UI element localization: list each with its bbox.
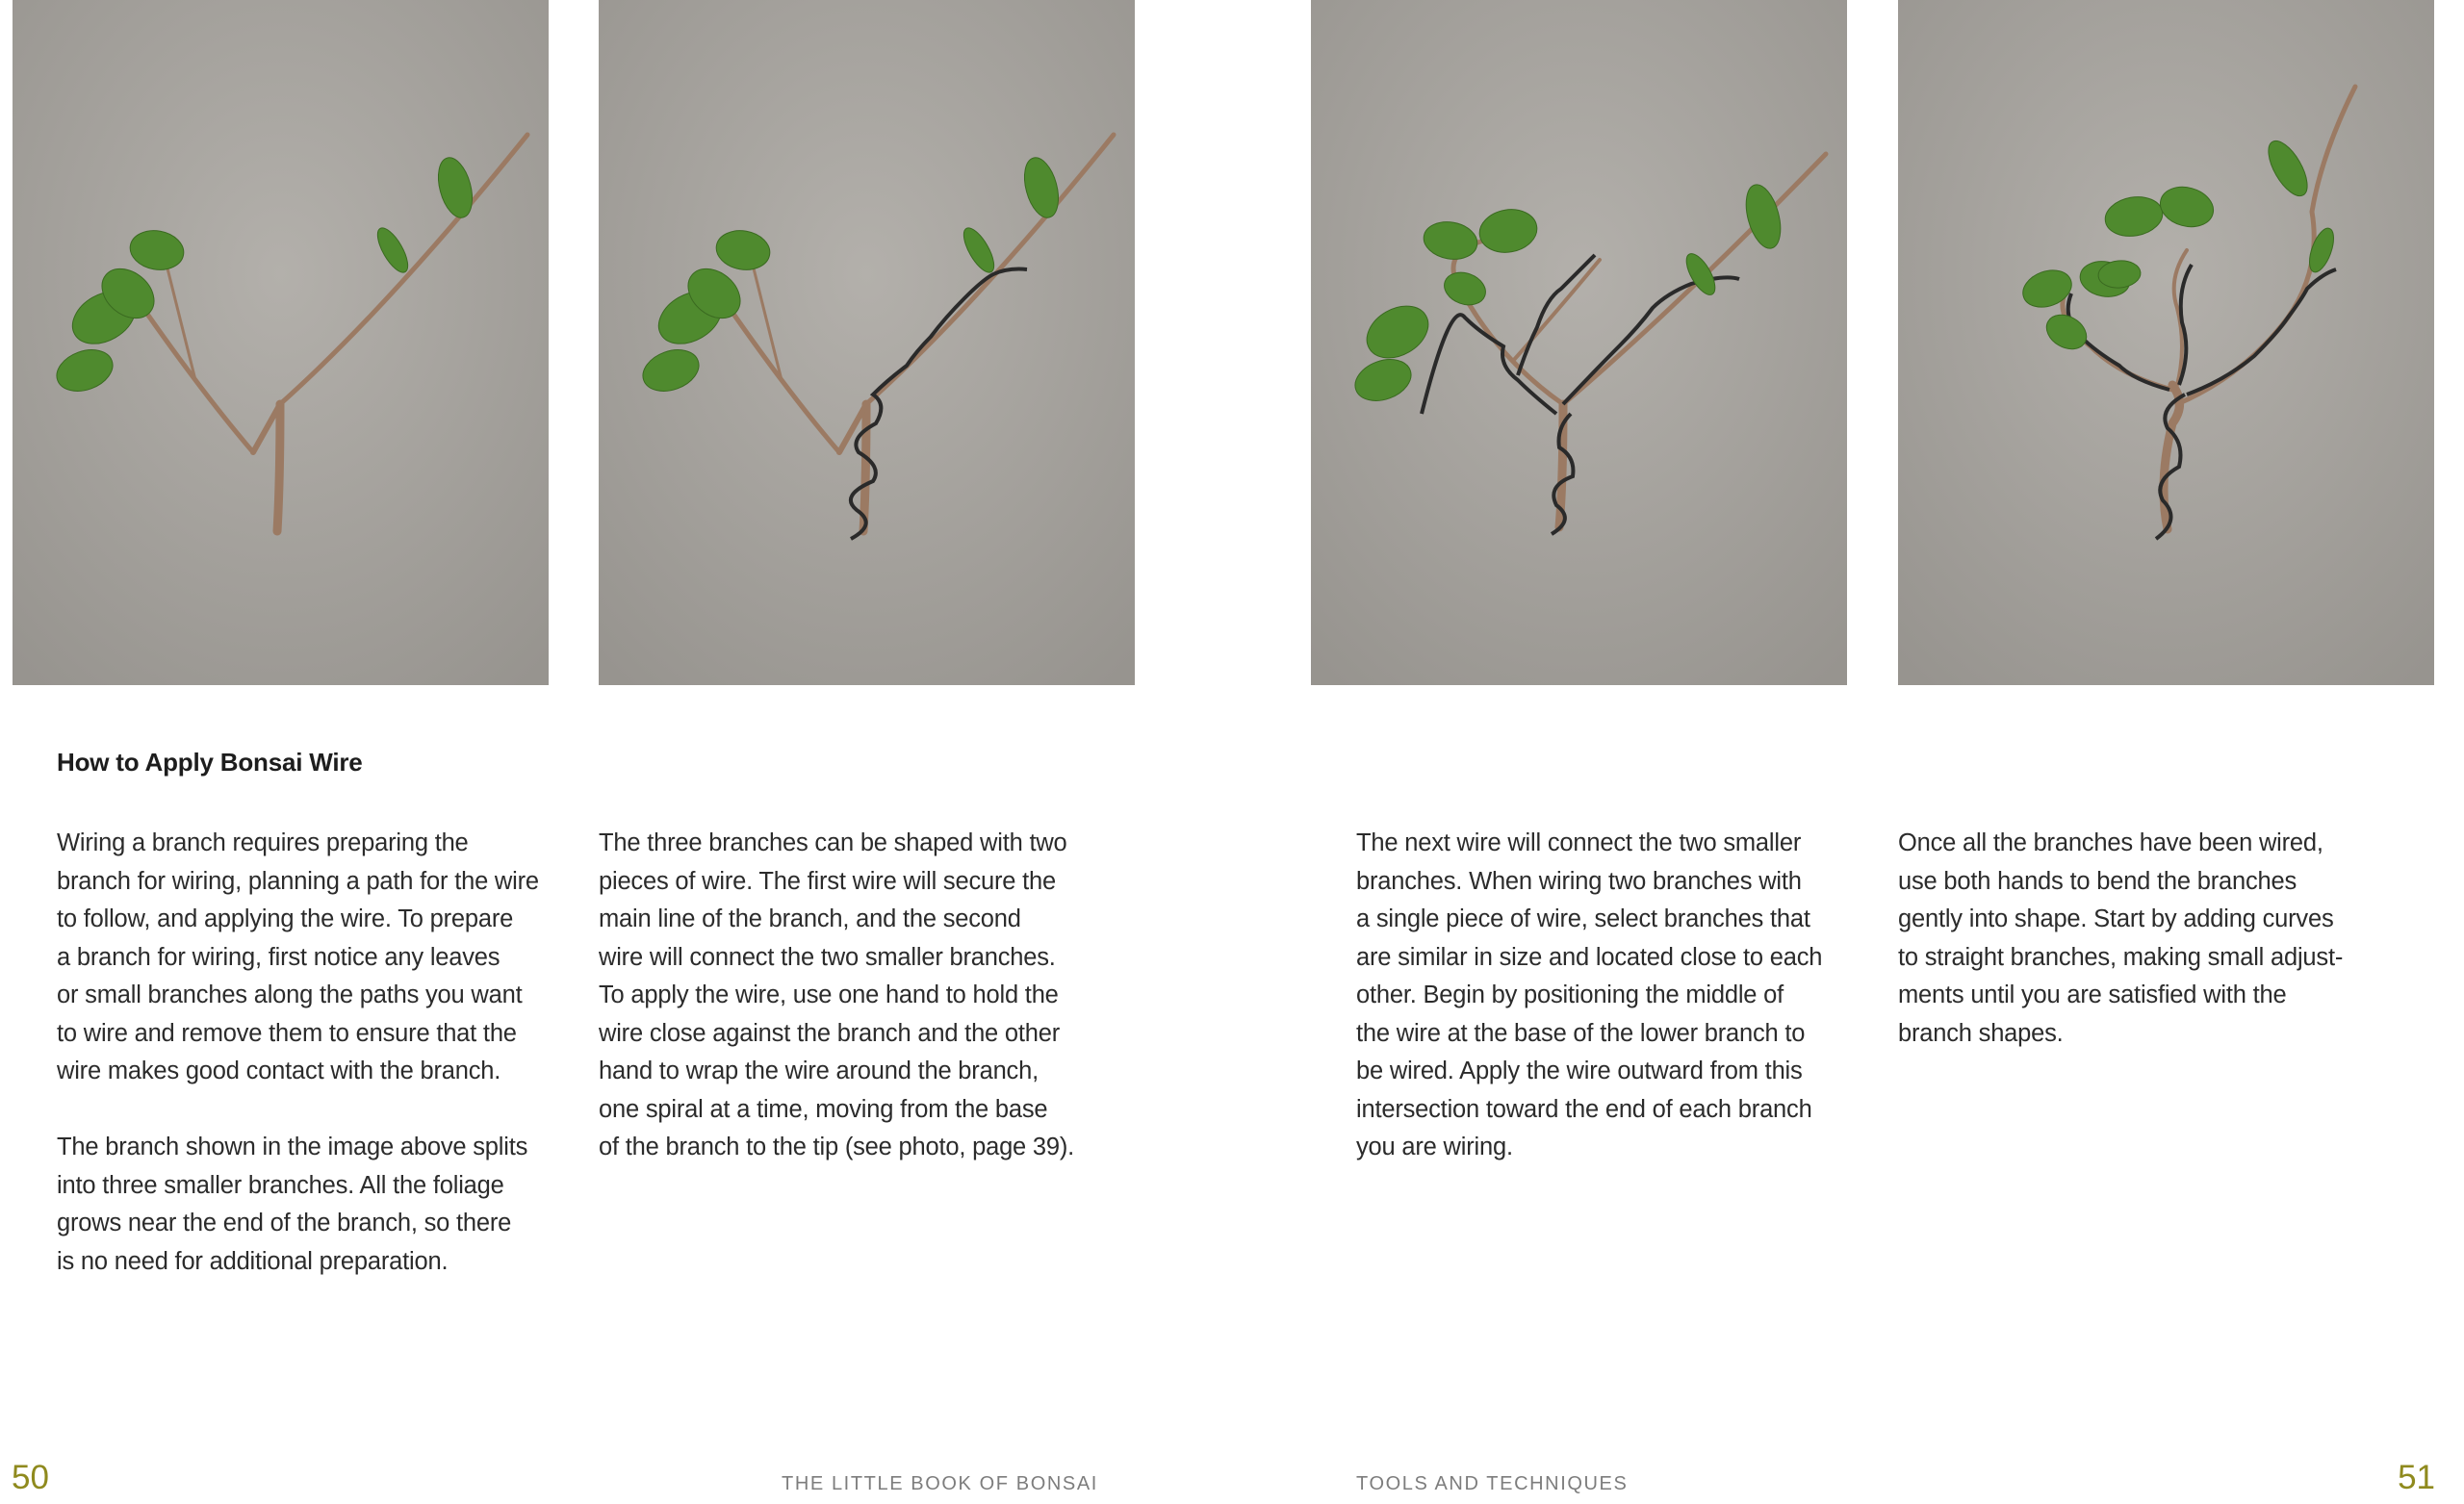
text-line: a single piece of wire, select branches that [1356, 905, 1810, 932]
paragraph [1356, 825, 1857, 1167]
paragraph [57, 1129, 557, 1281]
text-line: to wire and remove them to ensure that the [57, 1019, 517, 1047]
paragraph [57, 825, 557, 1091]
text-line: one spiral at a time, moving from the base [599, 1095, 1048, 1123]
text-line: branch for wiring, planning a path for the wire [57, 867, 539, 895]
text-line: to straight branches, making small adjust- [1898, 943, 2344, 971]
text-line: intersection toward the end of each branch [1356, 1095, 1812, 1123]
text-line: you are wiring. [1356, 1134, 1513, 1160]
text-line: branch shapes. [1898, 1019, 2064, 1047]
section-heading: How to Apply Bonsai Wire [57, 748, 363, 777]
text-line: pieces of wire. The first wire will secure the [599, 867, 1057, 895]
running-head-book-title: THE LITTLE BOOK OF BONSAI [782, 1473, 1098, 1494]
text-line: wire close against the branch and the other [599, 1019, 1061, 1047]
text-line: Wiring a branch requires preparing the [57, 829, 469, 856]
branch-photo-second-wire [1311, 0, 1847, 685]
page-number-left: 50 [12, 1459, 49, 1496]
text-line: wire will connect the two smaller branches. [599, 943, 1056, 971]
text-line: Once all the branches have been wired, [1898, 829, 2323, 856]
text-line: are similar in size and located close to each [1356, 943, 1823, 971]
text-line: wire makes good contact with the branch. [57, 1058, 501, 1084]
text-line: grows near the end of the branch, so there [57, 1210, 512, 1236]
text-line: of the branch to the tip (see photo, page 39). [599, 1134, 1075, 1160]
text-line: a branch for wiring, first notice any leaves [57, 943, 500, 971]
text-line: gently into shape. Start by adding curves [1898, 905, 2334, 932]
page-number-right: 51 [2398, 1459, 2435, 1496]
text-line: be wired. Apply the wire outward from this [1356, 1058, 1803, 1084]
text-column-3 [1356, 825, 1857, 1205]
text-column-4 [1898, 825, 2399, 1091]
text-line: use both hands to bend the branches [1898, 867, 2297, 895]
text-line: the wire at the base of the lower branch to [1356, 1019, 1806, 1047]
text-line: The three branches can be shaped with two [599, 829, 1067, 856]
text-line: The branch shown in the image above splits [57, 1134, 528, 1160]
running-head-chapter: TOOLS AND TECHNIQUES [1356, 1473, 1629, 1494]
text-column-1 [57, 825, 557, 1319]
text-line: to follow, and applying the wire. To prepare [57, 905, 514, 932]
text-line: other. Begin by positioning the middle of [1356, 981, 1784, 1008]
branch-photo-first-wire [599, 0, 1135, 685]
paragraph [1898, 825, 2399, 1053]
paragraph [599, 825, 1099, 1167]
branch-photo-unwired [13, 0, 549, 685]
text-line: main line of the branch, and the second [599, 905, 1021, 932]
text-line: into three smaller branches. All the foliage [57, 1171, 504, 1199]
branch-photo-shaped [1898, 0, 2434, 685]
text-line: branches. When wiring two branches with [1356, 867, 1802, 895]
text-line: ments until you are satisfied with the [1898, 981, 2287, 1008]
text-line: The next wire will connect the two smaller [1356, 829, 1802, 856]
text-line: hand to wrap the wire around the branch, [599, 1058, 1039, 1084]
text-line: is no need for additional preparation. [57, 1247, 449, 1275]
text-line: or small branches along the paths you want [57, 981, 523, 1008]
text-line: To apply the wire, use one hand to hold the [599, 981, 1059, 1008]
text-column-2 [599, 825, 1099, 1205]
